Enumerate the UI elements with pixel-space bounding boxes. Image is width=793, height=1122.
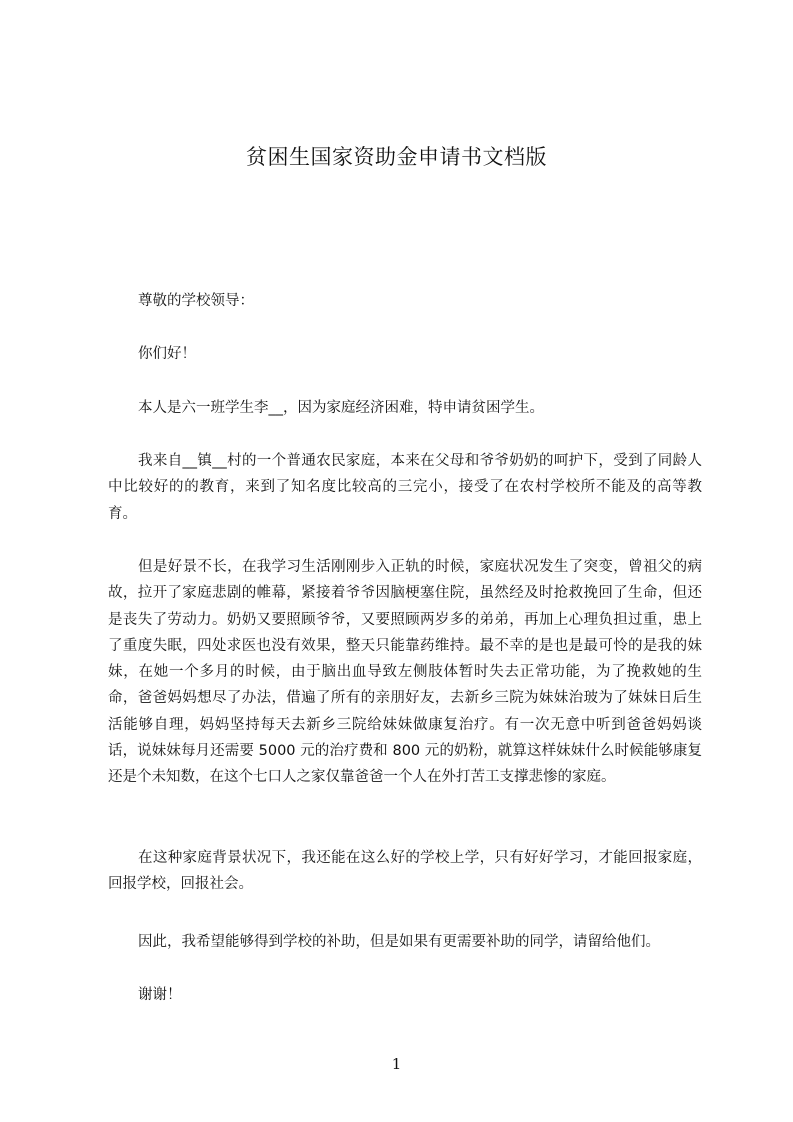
page-number: 1 [391,1055,402,1073]
paragraph-hardship: 但是好景不长，在我学习生活刚刚步入正轨的时候，家庭状况发生了突变，曾祖父的病故，拉开了家庭悲剧的帷幕，紧接着爷爷因脑梗塞住院，虽然经及时抢救挽回了生命，但还是丧失了劳动力。奶奶又要照顾爷爷，又要照顾两岁多的弟弟，再加上心理负担过重，患上了重度失眠，四处求医也没有效果，整天只能靠药维持。最不幸的是也是最可怜的是我的妹妹，在她一个多月的时候，由于脑出血导致左侧肢体暂时失去正常功能，为了挽救她的生命，爸爸妈妈想尽了办法，借遍了所有的亲朋好友，去新乡三院为妹妹治玻为了妹妹日后生活能够自理，妈妈坚持每天去新乡三院给妹妹做康复治疗。有一次无意中听到爸爸妈妈谈话，说妹妹每月还需要 5000 元的治疗费和 800 元的奶粉，就算这样妹妹什么时候能够康复还是个未知数，在这个七口人之家仅靠爸爸一个人在外打苦工支撑悲惨的家庭。 [108,559,702,786]
document-title: 贫困生国家资助金申请书文档版 [246,145,547,169]
greeting: 你们好！ [138,346,196,362]
salutation: 尊敬的学校领导： [138,293,254,309]
paragraph-resolve: 在这种家庭背景状况下，我还能在这么好的学校上学，只有好好学习，才能回报家庭，回报学校，回报社会。 [108,850,702,893]
paragraph-request: 因此，我希望能够得到学校的补助，但是如果有更需要补助的同学，请留给他们。 [138,934,660,950]
paragraph-background: 我来自__镇__村的一个普通农民家庭，本来在父母和爷爷奶奶的呵护下，受到了同龄人中比较好的的教育，来到了知名度比较高的三完小，接受了在农村学校所不能及的高等教育。 [108,453,702,522]
paragraph-intro: 本人是六一班学生李__，因为家庭经济困难，特申请贫困学生。 [138,400,544,416]
closing: 谢谢！ [138,987,182,1003]
